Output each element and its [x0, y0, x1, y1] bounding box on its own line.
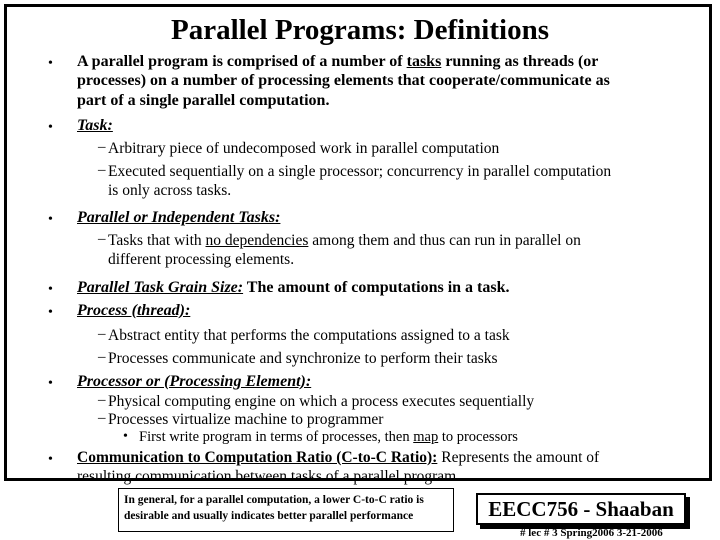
task-def-1: Arbitrary piece of undecomposed work in parallel computation — [108, 140, 500, 157]
dash-icon: – — [98, 349, 106, 365]
processor-sub-def — [139, 428, 518, 447]
bullet-icon: • — [48, 376, 53, 391]
dash-icon: – — [98, 231, 106, 247]
bullet-1-line-3: part of a single parallel computation. — [77, 92, 330, 109]
processor-sub-text-a: First write program in terms of processes, then — [139, 429, 414, 445]
ctoc-heading: Communication to Computation Ratio (C-to-C Ratio): — [77, 449, 438, 466]
course-label: EECC756 - Shaaban — [476, 493, 686, 525]
process-def-1: Abstract entity that performs the computations assigned to a task — [108, 327, 510, 344]
note-box: In general, for a parallel computation, a lower C-to-C ratio is desirable and usually indicates better parallel performance — [118, 488, 454, 532]
dash-icon: – — [98, 410, 106, 426]
processor-heading: Processor or (Processing Element): — [77, 373, 312, 390]
bullet-icon: • — [48, 452, 53, 467]
bullet-1-line-1 — [77, 52, 598, 71]
processor-def-2: Processes virtualize machine to programmer — [108, 411, 384, 428]
grain-size-line — [77, 278, 510, 297]
parallel-tasks-def-line-1 — [108, 231, 581, 250]
dash-icon: – — [98, 139, 106, 155]
bullet-icon: • — [48, 305, 53, 320]
no-dependencies-underlined: no dependencies — [205, 232, 309, 249]
task-heading: Task: — [77, 117, 113, 134]
sub-bullet-icon: • — [123, 429, 128, 444]
process-heading: Process (thread): — [77, 302, 191, 319]
bullet-1-line-2: processes) on a number of processing elements that cooperate/communicate as — [77, 72, 610, 89]
parallel-tasks-text-a: Tasks that with — [108, 232, 206, 249]
bullet-icon: • — [48, 282, 53, 297]
parallel-tasks-def-line-2: different processing elements. — [108, 251, 295, 268]
processor-sub-text-b: to processors — [438, 429, 518, 445]
map-underlined: map — [413, 429, 439, 445]
dash-icon: – — [98, 162, 106, 178]
tasks-underlined: tasks — [406, 53, 442, 70]
task-def-2-line-1: Executed sequentially on a single processor; concurrency in parallel computation — [108, 163, 612, 180]
dash-icon: – — [98, 326, 106, 342]
ctoc-line-2: resulting communication between tasks of a parallel program — [77, 468, 457, 485]
slide-title: Parallel Programs: Definitions — [170, 14, 549, 46]
dash-icon: – — [98, 392, 106, 408]
bullet-icon: • — [48, 56, 53, 71]
bullet-1-text-a: A parallel program is comprised of a number of — [77, 53, 407, 70]
bullet-1-text-b: running as threads (or — [441, 53, 599, 70]
bullet-icon: • — [48, 212, 53, 227]
processor-def-1: Physical computing engine on which a process executes sequentially — [108, 393, 535, 410]
grain-size-text: The amount of computations in a task. — [243, 279, 510, 296]
ctoc-line-1 — [77, 448, 599, 467]
parallel-tasks-heading: Parallel or Independent Tasks: — [77, 209, 281, 226]
task-def-2-line-2: is only across tasks. — [108, 182, 232, 199]
parallel-tasks-text-b: among them and thus can run in parallel on — [308, 232, 581, 249]
ctoc-text: Represents the amount of — [437, 449, 600, 466]
process-def-2: Processes communicate and synchronize to perform their tasks — [108, 350, 498, 367]
bullet-icon: • — [48, 120, 53, 135]
grain-size-heading: Parallel Task Grain Size: — [77, 279, 244, 296]
slide-footer: # lec # 3 Spring2006 3-21-2006 — [520, 527, 663, 539]
